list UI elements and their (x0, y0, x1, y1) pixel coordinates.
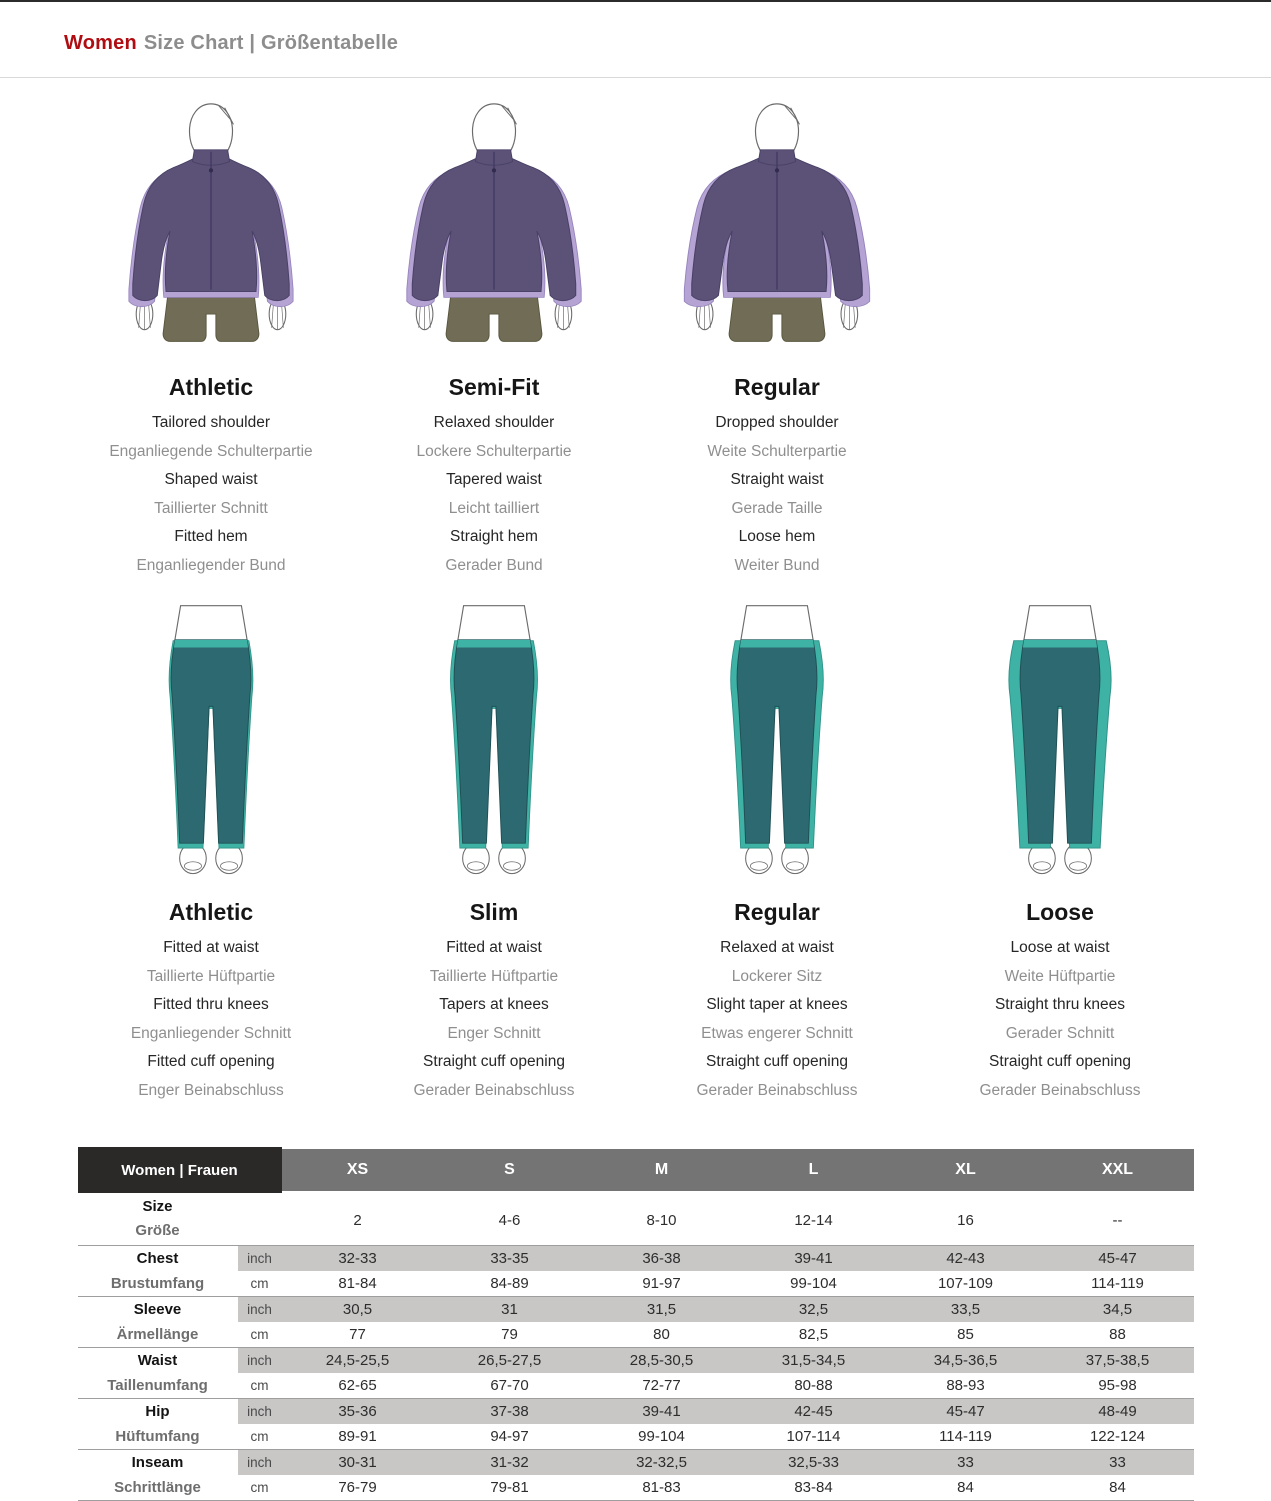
measurement-value: 45-47 (1042, 1246, 1194, 1272)
fit-detail: Tapers at knees (439, 996, 549, 1013)
measurement-value: 26,5-27,5 (434, 1348, 586, 1374)
fit-detail: Fitted cuff opening (147, 1053, 275, 1070)
fit-title: Semi-Fit (448, 374, 540, 400)
fit-detail: Enger Schnitt (447, 1024, 541, 1042)
fit-detail: Lockerer Sitz (731, 967, 823, 985)
measurement-value: 39-41 (738, 1246, 890, 1272)
measurement-value: 31,5 (586, 1297, 738, 1323)
row-label-size (78, 1193, 238, 1246)
table-row-sleeve-cm (78, 1322, 1194, 1348)
fit-detail: Relaxed at waist (720, 939, 834, 956)
measurement-value: 33 (890, 1450, 1042, 1476)
fit-detail: Loose at waist (1010, 939, 1110, 956)
size-column-header: XS (282, 1147, 434, 1193)
fit-detail: Straight cuff opening (989, 1053, 1131, 1070)
measurement-value: 32-33 (282, 1246, 434, 1272)
measurement-value: 91-97 (586, 1271, 738, 1297)
measurement-value: 31-32 (434, 1450, 586, 1476)
fit-detail: Shaped waist (164, 471, 258, 488)
measurement-value: 35-36 (282, 1399, 434, 1425)
fit-detail: Gerade Taille (731, 499, 823, 517)
measurement-value: 42-45 (738, 1399, 890, 1425)
table-row-inseam-cm (78, 1475, 1194, 1501)
fit-detail: Slight taper at knees (706, 996, 848, 1013)
row-label-en: Sleeve (78, 1297, 238, 1323)
row-label-en: Inseam (78, 1450, 238, 1476)
jacket-figure-semi-fit (353, 98, 636, 360)
measurement-value: 39-41 (586, 1399, 738, 1425)
measurement-value: 79-81 (434, 1475, 586, 1501)
fit-detail: Relaxed shoulder (433, 414, 555, 431)
fit-title: Regular (734, 899, 820, 925)
measurement-value: 114-119 (890, 1424, 1042, 1450)
fit-detail: Fitted hem (174, 528, 248, 545)
jacket-figure-regular (636, 98, 919, 360)
measurement-value: 31 (434, 1297, 586, 1323)
fit-detail: Weiter Bund (734, 556, 820, 574)
measurement-value: 31,5-34,5 (738, 1348, 890, 1374)
fit-title: Slim (469, 899, 519, 925)
fit-title: Regular (734, 374, 820, 400)
top-fit-column-regular (636, 98, 919, 586)
fit-detail: Gerader Beinabschluss (696, 1081, 858, 1099)
top-fit-column-athletic (70, 98, 353, 586)
measurement-value: 34,5 (1042, 1297, 1194, 1323)
unit-label: cm (238, 1373, 282, 1399)
bottom-fit-column-regular (636, 600, 919, 1111)
measurement-value: 84 (1042, 1475, 1194, 1501)
size-value: 8-10 (646, 1211, 677, 1229)
unit-label: cm (238, 1475, 282, 1501)
measurement-value: 30-31 (282, 1450, 434, 1476)
measurement-value: 24,5-25,5 (282, 1348, 434, 1374)
fit-detail: Enger Beinabschluss (138, 1081, 284, 1099)
measurement-value: 45-47 (890, 1399, 1042, 1425)
fit-detail: Fitted at waist (446, 939, 542, 956)
unit-label: cm (238, 1424, 282, 1450)
table-row-size (78, 1193, 1194, 1246)
top-fit-column-semi-fit (353, 98, 636, 586)
unit-label: cm (238, 1322, 282, 1348)
unit-label: inch (238, 1399, 282, 1425)
measurement-value: 84 (890, 1475, 1042, 1501)
measurement-value: 76-79 (282, 1475, 434, 1501)
fit-detail: Straight thru knees (994, 996, 1126, 1013)
fit-detail: Etwas engerer Schnitt (701, 1024, 853, 1042)
row-label-en: Chest (78, 1246, 238, 1272)
fit-detail: Loose hem (738, 528, 816, 545)
measurement-value: 80-88 (738, 1373, 890, 1399)
measurement-value: 99-104 (586, 1424, 738, 1450)
fit-detail: Gerader Schnitt (1005, 1024, 1115, 1042)
unit-label: inch (238, 1348, 282, 1374)
measurement-value: 122-124 (1042, 1424, 1194, 1450)
measurement-value: 33 (1042, 1450, 1194, 1476)
unit-label: cm (238, 1271, 282, 1297)
table-row-chest-inch (78, 1246, 1194, 1272)
row-label-en: Size (142, 1198, 173, 1215)
brand-label: Women (64, 32, 137, 54)
measurement-value: 85 (890, 1322, 1042, 1348)
fit-detail: Taillierte Hüftpartie (429, 967, 559, 985)
unit-label: inch (238, 1450, 282, 1476)
size-column-header: XL (890, 1147, 1042, 1193)
size-value: 4-6 (498, 1211, 521, 1229)
measurement-value: 107-114 (738, 1424, 890, 1450)
fit-detail: Fitted thru knees (153, 996, 269, 1013)
size-column-header: S (434, 1147, 586, 1193)
table-row-sleeve-inch (78, 1297, 1194, 1323)
fit-detail: Straight waist (730, 471, 824, 488)
page-title (64, 32, 1207, 55)
fit-detail: Straight cuff opening (706, 1053, 848, 1070)
size-value: 16 (957, 1211, 974, 1229)
measurement-value: 48-49 (1042, 1399, 1194, 1425)
measurement-value: 94-97 (434, 1424, 586, 1450)
measurement-value: 84-89 (434, 1271, 586, 1297)
size-column-header: L (738, 1147, 890, 1193)
measurement-value: 81-84 (282, 1271, 434, 1297)
fit-detail: Gerader Bund (445, 556, 543, 574)
top-fit-column-empty (919, 98, 1202, 586)
measurement-value: 67-70 (434, 1373, 586, 1399)
measurement-value: 72-77 (586, 1373, 738, 1399)
unit-label: inch (238, 1246, 282, 1272)
fit-detail: Fitted at waist (163, 939, 259, 956)
measurement-value: 107-109 (890, 1271, 1042, 1297)
unit-cell-empty (238, 1193, 282, 1246)
fit-detail: Dropped shoulder (715, 414, 839, 431)
fit-detail: Lockere Schulterpartie (416, 442, 572, 460)
measurement-value: 33,5 (890, 1297, 1042, 1323)
measurement-value: 34,5-36,5 (890, 1348, 1042, 1374)
fit-title: Loose (1026, 899, 1094, 925)
fit-detail: Enganliegender Schnitt (130, 1024, 292, 1042)
unit-label: inch (238, 1297, 282, 1323)
size-table (78, 1145, 1194, 1501)
fit-title: Athletic (168, 899, 254, 925)
measurement-value: 36-38 (586, 1246, 738, 1272)
page-title-text: Size Chart | Größentabelle (143, 32, 399, 54)
fit-detail: Straight hem (450, 528, 538, 545)
bottom-fit-column-slim (353, 600, 636, 1111)
row-label-de: Hüftumfang (78, 1424, 238, 1450)
size-column-header: XXL (1042, 1147, 1194, 1193)
table-header-row (78, 1147, 1194, 1193)
page-header (0, 2, 1271, 78)
fit-detail: Gerader Beinabschluss (413, 1081, 575, 1099)
table-row-waist-cm (78, 1373, 1194, 1399)
measurement-value: 33-35 (434, 1246, 586, 1272)
fit-detail: Taillierter Schnitt (154, 499, 268, 517)
measurement-value: 80 (586, 1322, 738, 1348)
row-label-de: Ärmellänge (78, 1322, 238, 1348)
measurement-value: 79 (434, 1322, 586, 1348)
measurement-value: 32-32,5 (586, 1450, 738, 1476)
fit-title: Athletic (168, 374, 254, 400)
row-label-en: Waist (78, 1348, 238, 1374)
tops-fit-section (0, 98, 1271, 586)
pants-figure-slim (353, 600, 636, 885)
size-value: 2 (353, 1211, 362, 1229)
measurement-value: 88 (1042, 1322, 1194, 1348)
measurement-value: 82,5 (738, 1322, 890, 1348)
measurement-value: 83-84 (738, 1475, 890, 1501)
measurement-value: 62-65 (282, 1373, 434, 1399)
size-value: 12-14 (794, 1211, 833, 1229)
measurement-value: 37-38 (434, 1399, 586, 1425)
bottom-fit-column-loose (919, 600, 1202, 1111)
measurement-value: 28,5-30,5 (586, 1348, 738, 1374)
measurement-value: 88-93 (890, 1373, 1042, 1399)
bottoms-fit-section (0, 600, 1271, 1111)
row-label-de: Größe (135, 1222, 180, 1239)
row-label-de: Taillenumfang (78, 1373, 238, 1399)
measurement-value: 37,5-38,5 (1042, 1348, 1194, 1374)
measurement-value: 30,5 (282, 1297, 434, 1323)
table-row-inseam-inch (78, 1450, 1194, 1476)
size-column-header: M (586, 1147, 738, 1193)
row-label-de: Brustumfang (78, 1271, 238, 1297)
table-row-hip-cm (78, 1424, 1194, 1450)
measurement-value: 99-104 (738, 1271, 890, 1297)
fit-detail: Tailored shoulder (151, 414, 271, 431)
fit-detail: Tapered waist (446, 471, 542, 488)
size-value: -- (1112, 1211, 1123, 1229)
fit-detail: Enganliegende Schulterpartie (109, 442, 313, 460)
fit-detail: Weite Schulterpartie (707, 442, 847, 460)
fit-detail: Gerader Beinabschluss (979, 1081, 1141, 1099)
jacket-figure-athletic (70, 98, 353, 360)
measurement-value: 81-83 (586, 1475, 738, 1501)
fit-detail: Taillierte Hüftpartie (146, 967, 276, 985)
table-row-chest-cm (78, 1271, 1194, 1297)
pants-figure-athletic (70, 600, 353, 885)
fit-detail: Weite Hüftpartie (1004, 967, 1116, 985)
measurement-value: 32,5-33 (738, 1450, 890, 1476)
fit-detail: Leicht tailliert (448, 499, 540, 517)
table-corner-cell: Women | Frauen (78, 1147, 282, 1193)
row-label-de: Schrittlänge (78, 1475, 238, 1501)
measurement-value: 89-91 (282, 1424, 434, 1450)
measurement-value: 42-43 (890, 1246, 1042, 1272)
table-row-waist-inch (78, 1348, 1194, 1374)
bottom-fit-column-athletic (70, 600, 353, 1111)
fit-detail: Enganliegender Bund (136, 556, 286, 574)
measurement-value: 95-98 (1042, 1373, 1194, 1399)
pants-figure-loose (919, 600, 1202, 885)
row-label-en: Hip (78, 1399, 238, 1425)
pants-figure-regular (636, 600, 919, 885)
fit-detail: Straight cuff opening (423, 1053, 565, 1070)
measurement-value: 32,5 (738, 1297, 890, 1323)
measurement-value: 114-119 (1042, 1271, 1194, 1297)
table-row-hip-inch (78, 1399, 1194, 1425)
measurement-value: 77 (282, 1322, 434, 1348)
